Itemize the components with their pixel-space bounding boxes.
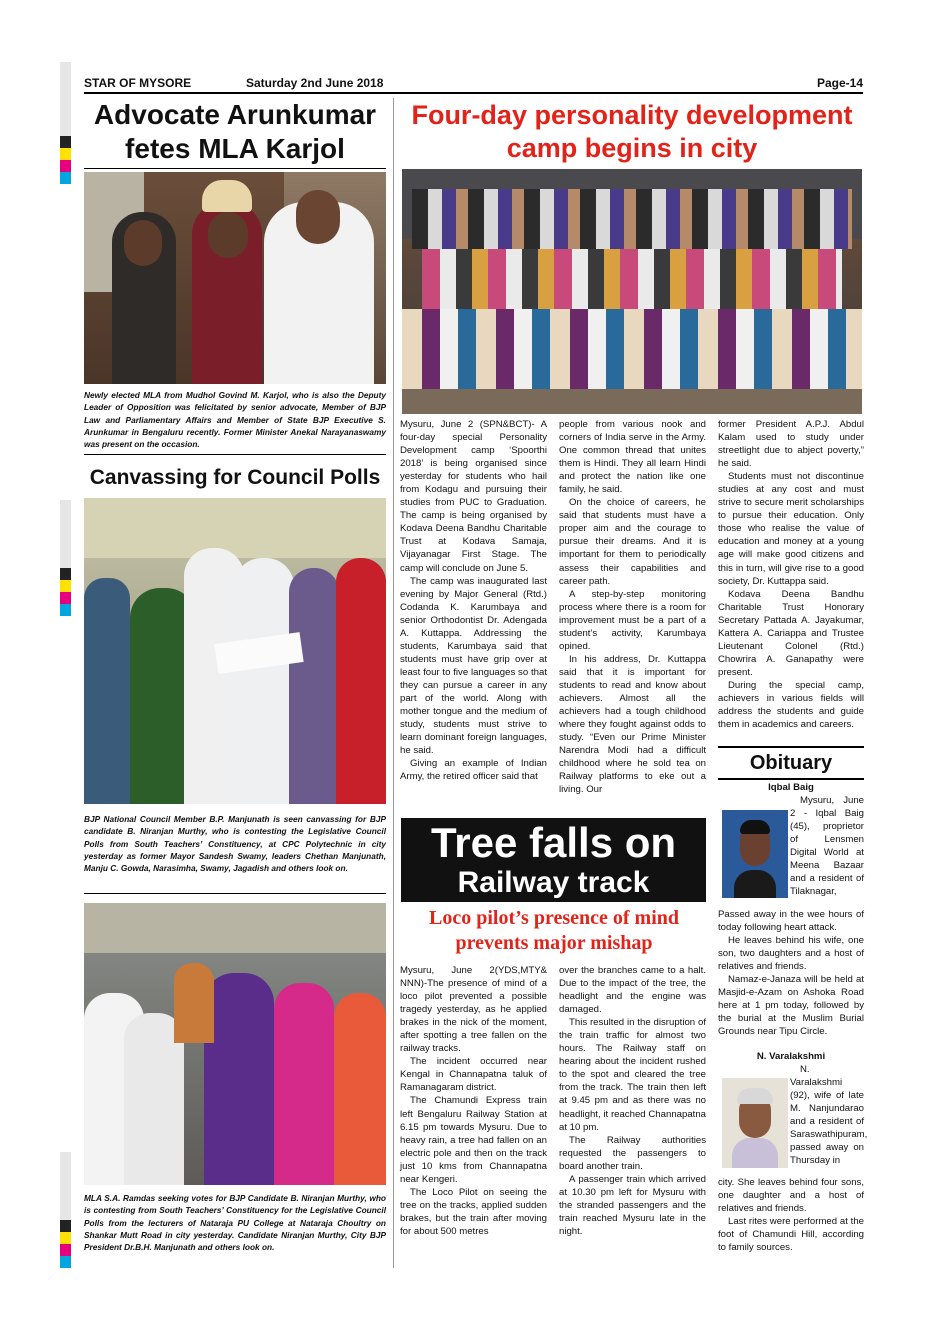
obituary-top-rule [718,746,864,748]
camp-para: The camp was inaugurated last evening by Major General (Rtd.) Codanda K. Karumbaya and senior Orthodontist Dr. Adengada A. Kuttappa. Addressing the students, Karumbaya said that students must have grip over at least four to five languages so that they can pursue a career in any part of the world. Along with mother tongue and the medium of study, students must strive to learn dominant foreign languages, he said. [400,575,547,757]
camp-para: On the choice of careers, he said that students must have a proper aim and the courage to pursue their dreams. And it is important for them to periodically assess their capabilities and career path. [559,497,706,587]
page-header [84,76,863,90]
tree-falls-banner [401,818,706,902]
headline-camp-line2: camp begins in city [506,133,758,163]
column-separator [393,98,394,1268]
subhead-line2: prevents major mishap [455,932,653,954]
photo-felicitation [84,172,386,384]
paper-name: STAR OF MYSORE [84,76,192,90]
headline-arunkumar: Advocate Arunkumar fetes MLA Karjol [93,99,377,164]
obituary-varalakshmi-body [718,1176,864,1254]
headline-camp-line1: Four-day personality development [411,100,853,130]
obituary-rule [718,778,864,780]
obituary-name-varalakshmi: N. Varalakshmi [756,1051,826,1062]
tree-para: The Chamundi Express train left Bengaluru Railway Station at 6.15 pm towards Mysuru. Due to heavy rain, a tree had fallen on an electric pole and then on the track just 10 kms from Channapatna near Kengeri. [400,1095,547,1185]
camp-para: Giving an example of Indian Army, the retired officer said that [400,758,547,783]
camp-para: A step-by-step monitoring process where there is a room for improvement must be a part of a student’s activity, Karumbaya opined. [559,588,706,652]
tree-para: The incident occurred near Kengal in Channapatna taluk of Ramanagaram district. [400,1056,547,1094]
story1-bottom-rule [84,454,386,455]
camp-para: During the special camp, achievers in various fields will address the students and guide them in academics and careers. [718,679,864,731]
caption-felicitation: Newly elected MLA from Mudhol Govind M. Karjol, who is also the Deputy Leader of Opposition was felicitated by senior advocate, Member of BJP Law and Parliamentary Affairs and Member of State BJP Executive S. Arunkumar in Bengaluru recently. Former Minister Anekal Narayanaswamy was present on the occasion. [84,390,386,450]
subhead-line1: Loco pilot’s presence of mind [429,907,679,929]
page-number: Page-14 [816,76,863,90]
obituary-iqbal-body [718,908,864,1038]
obituary-para: city. She leaves behind four sons, one daughter and a host of relatives and friends. [718,1177,864,1215]
registration-mark-middle [60,500,71,616]
camp-column-2 [559,418,706,796]
obituary-para: Last rites were performed at the foot of Chamundi Hill, according to family sources. [718,1216,864,1254]
camp-column-1 [400,418,547,783]
camp-para: former President A.P.J. Abdul Kalam used to study under streetlight due to abject poverty,” he said. [718,419,864,470]
caption-ramdas-campaign: MLA S.A. Ramdas seeking votes for BJP Candidate B. Niranjan Murthy, who is contesting from South Teachers’ Constituency for the Legislative Council Polls from the lecturers of Nataraja PU College at Nataraja Choultry on Shankar Mutt Road in city yesterday. Candidate Niranjan Murthy, City BJP President Dr.B.H. Manjunath and others look on. [84,1193,386,1253]
obituary-para: Namaz-e-Janaza will be held at Masjid-e-Azam on Ashoka Road here at 1 pm today, followed by the burial at the Muslim Burial Grounds near Tipu Circle. [718,974,864,1038]
tree-para: The Railway authorities requested the passengers to board another train. [559,1134,706,1172]
tree-para: This resulted in the disruption of the train traffic for almost two hours. The Railway staff on hearing about the incident rushed to the spot and cleared the tree from the track. The train then left at 9.45 pm and as there was no headlight, it reached Channapatna at 10 pm. [559,1017,706,1133]
tree-column-2 [559,964,706,1238]
photo-canvassing [84,498,386,804]
obituary-para: He leaves behind his wife, one son, two daughters and a host of relatives and friends. [718,935,864,973]
obituary-varalakshmi-lead: N. Varalakshmi (92), wife of late M. Nanjundarao and a resident of Saraswathipuram, passed away on Thursday in [790,1064,868,1167]
obituary-name-iqbal: Iqbal Baig [768,782,814,793]
tree-column-1 [400,964,547,1238]
header-rule [84,92,863,94]
story1-rule [84,168,386,169]
camp-para: Kodava Deena Bandhu Charitable Trust Honorary Secretary Pattada A. Jayakumar, Kattera A. Cariappa and Trustee Lieutenant Colonel (Rtd.) Chowrira A. Ganapathy were present. [718,588,864,678]
caption-canvassing: BJP National Council Member B.P. Manjunath is seen canvassing for BJP candidate B. Niranjan Murthy, who is contesting the Legislative Council Polls from South Teachers’ Constituency, at CPC Polytechnic in city yesterday as former Mayor Sandesh Swamy, leaders Chethan Manjunath, Manju C. Gowda, Narasimha, Swamy, Jagadish and others look on. [84,814,386,874]
camp-column-3 [718,418,864,731]
registration-mark-top [60,62,71,184]
camp-para: people from various nook and corners of India serve in the Army. One common thread that unites them is Hindi. They all learn Hindi and protect the nation like one family, he said. [559,419,706,496]
headline-tree-line2: Railway track [457,866,650,899]
camp-para: In his address, Dr. Kuttappa said that it is important for students to read and know about achievers. Almost all the achievers had a tough childhood where they fought against odds to study. “Even our Prime Minister Narendra Modi had a difficult childhood where he sold tea on Railway platforms to eke out a living. Our [559,653,706,796]
obituary-iqbal-lead: Mysuru, June 2 - Iqbal Baig (45), proprietor of Lensmen Digital World at Meena Bazaar and a resident of Tilaknagar, [790,795,864,898]
tree-para: The Loco Pilot on seeing the tree on the tracks, applied sudden brakes, but the train after moving for about 500 metres [400,1186,547,1237]
story2-bottom-rule [84,893,386,894]
tree-para: over the branches came to a halt. Due to the impact of the tree, the headlight and the engine was damaged. [559,965,706,1016]
obituary-para: Passed away in the wee hours of today following heart attack. [718,909,864,934]
camp-para: Mysuru, June 2 (SPN&BCT)- A four-day special Personality Development camp ‘Spoorthi 2018’ is being organised since yesterday for students who hail from Kodagu and pursuing their studies from PUC to Graduation. The camp is being organised by Kodava Deena Bandhu Charitable Trust at Kodava Samaja, Vijayanagar First Stage. The camp will conclude on June 5. [400,419,547,574]
photo-camp-group [402,169,862,414]
tree-para: Mysuru, June 2(YDS,MTY& NNN)-The presence of mind of a loco pilot prevented a possible tragedy yesterday, as he applied brakes in the nick of the moment, after spotting a tree fallen on the railway tracks. [400,965,547,1055]
photo-ramdas-campaign [84,903,386,1185]
issue-date: Saturday 2nd June 2018 [246,76,384,90]
registration-mark-bottom [60,1152,71,1268]
tree-para: A passenger train which arrived at 10.30 pm left for Mysuru with the stranded passengers and the train reached Mysuru late in the night. [559,1173,706,1237]
headline-canvassing: Canvassing for Council Polls [89,466,381,489]
headline-tree-line1: Tree falls on [430,819,677,866]
camp-para: Students must not discontinue studies at any cost and must strive to secure merit scholarships to pursue their education. Only those who realise the value of education and money at a young age will make good citizens and this in turn, will give rise to a good society, Dr. Kuttappa said. [718,471,864,587]
obituary-heading: Obituary [749,752,833,774]
